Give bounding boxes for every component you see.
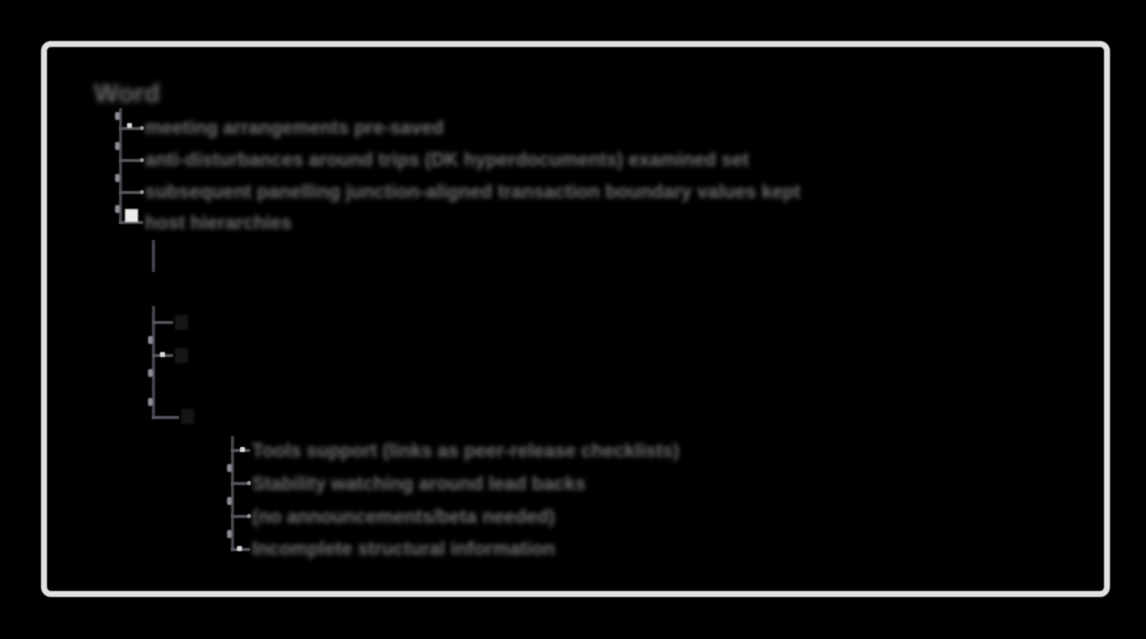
tree-node-label[interactable]: Incomplete structural information: [252, 539, 555, 560]
tree-node-label[interactable]: subsequent panelling junction-aligned transaction boundary values kept: [145, 182, 801, 203]
branch-end-dot: [140, 190, 144, 194]
tree-node-label[interactable]: (no announcements/beta needed): [252, 507, 555, 528]
tree-tick-mark: [115, 174, 120, 182]
tree-tick-mark: [115, 142, 120, 150]
tree-node-label[interactable]: Tools support (links as peer-release checklists): [252, 441, 680, 462]
tree-node-label[interactable]: host hierarchies: [145, 213, 292, 234]
branch-bullet-dot: [240, 447, 245, 452]
branch-bullet-dot: [237, 546, 242, 551]
branch-end-dot: [247, 481, 251, 485]
tree-tick-mark: [227, 464, 232, 472]
white-square-icon: [125, 209, 138, 222]
tree-tick-mark: [148, 369, 153, 377]
tree-node-label[interactable]: Stability watching around lead backs: [252, 474, 586, 495]
dark-node-blob: [181, 409, 194, 424]
tree-node-label[interactable]: meeting arrangements pre-saved: [145, 118, 444, 139]
branch-end-dot: [140, 126, 144, 130]
middle-branch-stub-1: [152, 321, 173, 324]
branch-bullet-dot: [127, 123, 132, 128]
tree-tick-mark: [227, 497, 232, 505]
tree-tick-mark: [115, 205, 120, 213]
dark-node-blob: [175, 315, 188, 330]
tree-node-label[interactable]: anti-disturbances around trips (DK hyperdocuments) examined set: [145, 150, 749, 171]
middle-connector-segment: [152, 240, 155, 272]
dark-node-blob: [175, 348, 188, 363]
branch-end-dot: [247, 514, 251, 518]
tree-tick-mark: [148, 398, 153, 406]
tree-tick-mark: [148, 336, 153, 344]
tree-tick-mark: [115, 112, 120, 120]
branch-bullet-dot: [160, 352, 165, 357]
middle-branch-stub-3: [152, 416, 179, 419]
tree-tick-mark: [227, 530, 232, 538]
branch-end-dot: [140, 158, 144, 162]
root-node-label[interactable]: Word: [94, 78, 160, 108]
